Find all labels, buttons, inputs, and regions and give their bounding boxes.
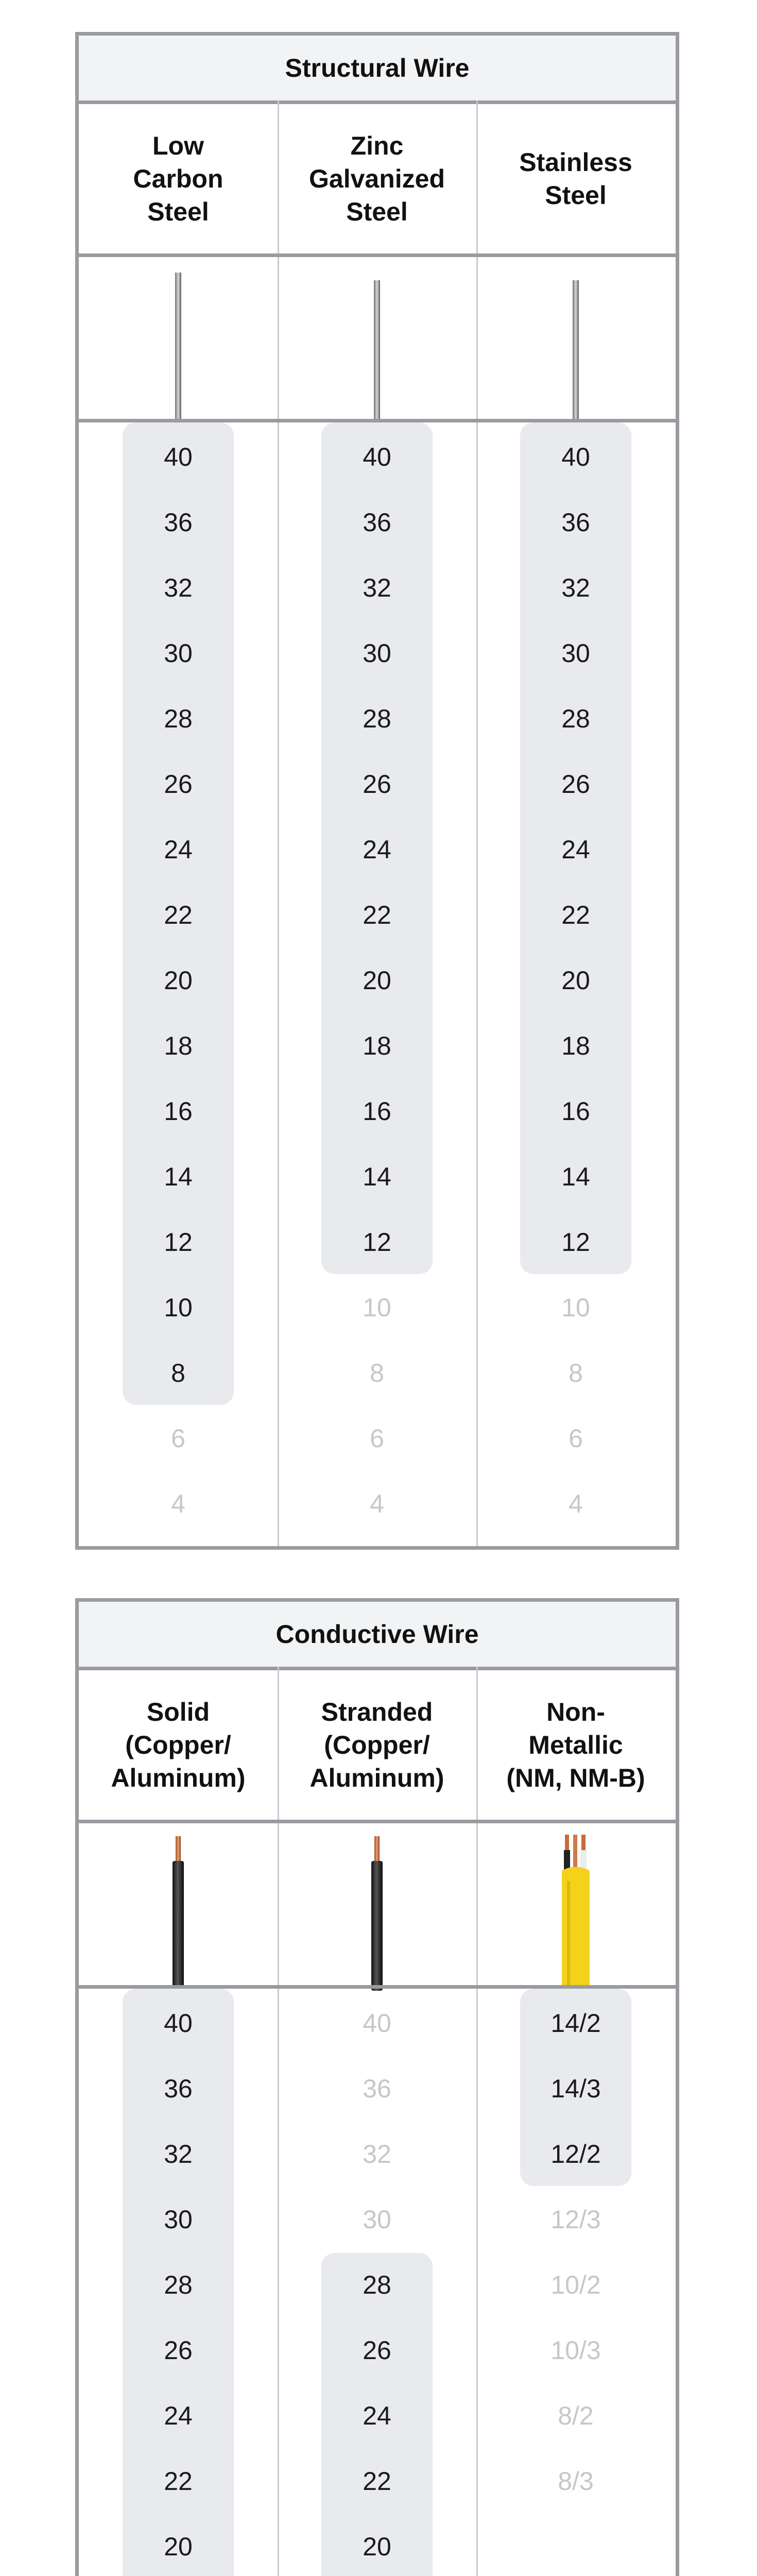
insulated-wire-icon <box>168 1836 188 1991</box>
gauge-value: 20 <box>363 966 391 995</box>
gauge-value: 10/2 <box>550 2270 601 2299</box>
gauge-value: 40 <box>164 443 193 471</box>
gauge-value: 14 <box>164 1162 193 1191</box>
gauge-value: 14/3 <box>550 2074 601 2103</box>
gauge-value: 8 <box>171 1359 185 1387</box>
gauge-value: 22 <box>164 901 193 929</box>
gauge-value: 8 <box>569 1359 583 1387</box>
gauge-value: 36 <box>164 2074 193 2103</box>
gauge-value: 26 <box>363 2336 391 2365</box>
gauge-value: 12/3 <box>550 2205 601 2234</box>
gauge-value: 30 <box>561 639 590 668</box>
gauge-value: 24 <box>561 835 590 864</box>
column-header: Stainless Steel <box>519 148 632 210</box>
gauge-value: 36 <box>363 2074 391 2103</box>
header-divider <box>79 253 676 257</box>
gauge-value: 16 <box>561 1097 590 1126</box>
gauge-value: 12 <box>363 1228 391 1257</box>
gauge-value: 12/2 <box>550 2140 601 2168</box>
nm-cable-icon <box>558 1835 594 1989</box>
gauge-value: 8/2 <box>558 2401 594 2430</box>
gauge-value: 26 <box>164 2336 193 2365</box>
gauge-value: 40 <box>363 2009 391 2038</box>
gauge-value: 4 <box>569 1489 583 1518</box>
steel-wire-icon <box>372 280 382 422</box>
gauge-value: 24 <box>164 835 193 864</box>
conductive-wire-table <box>75 1598 679 2576</box>
column-header: Non- Metallic (NM, NM-B) <box>506 1698 645 1792</box>
gauge-value: 26 <box>164 770 193 799</box>
gauge-value: 22 <box>561 901 590 929</box>
gauge-value: 28 <box>363 2270 391 2299</box>
gauge-value: 32 <box>164 573 193 602</box>
gauge-value: 20 <box>164 2532 193 2561</box>
table-title: Structural Wire <box>79 36 676 104</box>
gauge-value: 24 <box>164 2401 193 2430</box>
gauge-value: 28 <box>561 704 590 733</box>
gauge-value: 40 <box>561 443 590 471</box>
gauge-value: 36 <box>561 508 590 537</box>
gauge-value: 12 <box>561 1228 590 1257</box>
column-header: Zinc Galvanized Steel <box>309 131 445 226</box>
insulated-wire-icon <box>367 1836 387 1991</box>
gauge-value: 30 <box>164 2205 193 2234</box>
gauge-value: 18 <box>561 1031 590 1060</box>
image-divider <box>79 1985 676 1989</box>
steel-wire-icon <box>571 280 581 422</box>
gauge-value: 4 <box>370 1489 384 1518</box>
gauge-value: 22 <box>363 2467 391 2496</box>
column-header: Stranded (Copper/ Aluminum) <box>309 1698 444 1792</box>
gauge-value: 8/3 <box>558 2467 594 2496</box>
gauge-value: 24 <box>363 835 391 864</box>
gauge-value: 18 <box>363 1031 391 1060</box>
gauge-value: 14 <box>561 1162 590 1191</box>
gauge-value: 16 <box>363 1097 391 1126</box>
gauge-value: 8 <box>370 1359 384 1387</box>
gauge-value: 26 <box>363 770 391 799</box>
gauge-value: 10 <box>164 1293 193 1322</box>
gauge-value: 22 <box>363 901 391 929</box>
gauge-value: 14/2 <box>550 2009 601 2038</box>
gauge-value: 10 <box>363 1293 391 1322</box>
gauge-value: 16 <box>164 1097 193 1126</box>
gauge-value: 24 <box>363 2401 391 2430</box>
gauge-value: 30 <box>363 639 391 668</box>
gauge-value: 36 <box>363 508 391 537</box>
table-title: Conductive Wire <box>79 1602 676 1670</box>
gauge-value: 30 <box>363 2205 391 2234</box>
gauge-value: 20 <box>363 2532 391 2561</box>
gauge-value: 6 <box>569 1424 583 1453</box>
column-header: Low Carbon Steel <box>133 131 223 226</box>
gauge-value: 6 <box>370 1424 384 1453</box>
gauge-value: 6 <box>171 1424 185 1453</box>
gauge-value: 32 <box>561 573 590 602</box>
gauge-value: 40 <box>164 2009 193 2038</box>
gauge-value: 30 <box>164 639 193 668</box>
gauge-value: 28 <box>363 704 391 733</box>
gauge-value: 26 <box>561 770 590 799</box>
image-divider <box>79 419 676 422</box>
gauge-value: 18 <box>164 1031 193 1060</box>
gauge-value: 40 <box>363 443 391 471</box>
gauge-value: 36 <box>164 508 193 537</box>
gauge-value: 14 <box>363 1162 391 1191</box>
column-header: Solid (Copper/ Aluminum) <box>111 1698 246 1792</box>
steel-wire-icon <box>173 273 183 422</box>
gauge-value: 22 <box>164 2467 193 2496</box>
gauge-value: 12 <box>164 1228 193 1257</box>
structural-wire-table <box>75 32 679 1550</box>
gauge-value: 10 <box>561 1293 590 1322</box>
gauge-value: 32 <box>164 2140 193 2168</box>
column-divider <box>278 100 279 1546</box>
gauge-value: 32 <box>363 573 391 602</box>
column-divider <box>476 100 478 1546</box>
gauge-value: 20 <box>164 966 193 995</box>
gauge-value: 28 <box>164 2270 193 2299</box>
gauge-value: 10/3 <box>550 2336 601 2365</box>
header-divider <box>79 1820 676 1823</box>
gauge-value: 28 <box>164 704 193 733</box>
gauge-value: 20 <box>561 966 590 995</box>
gauge-value: 32 <box>363 2140 391 2168</box>
gauge-value: 4 <box>171 1489 185 1518</box>
